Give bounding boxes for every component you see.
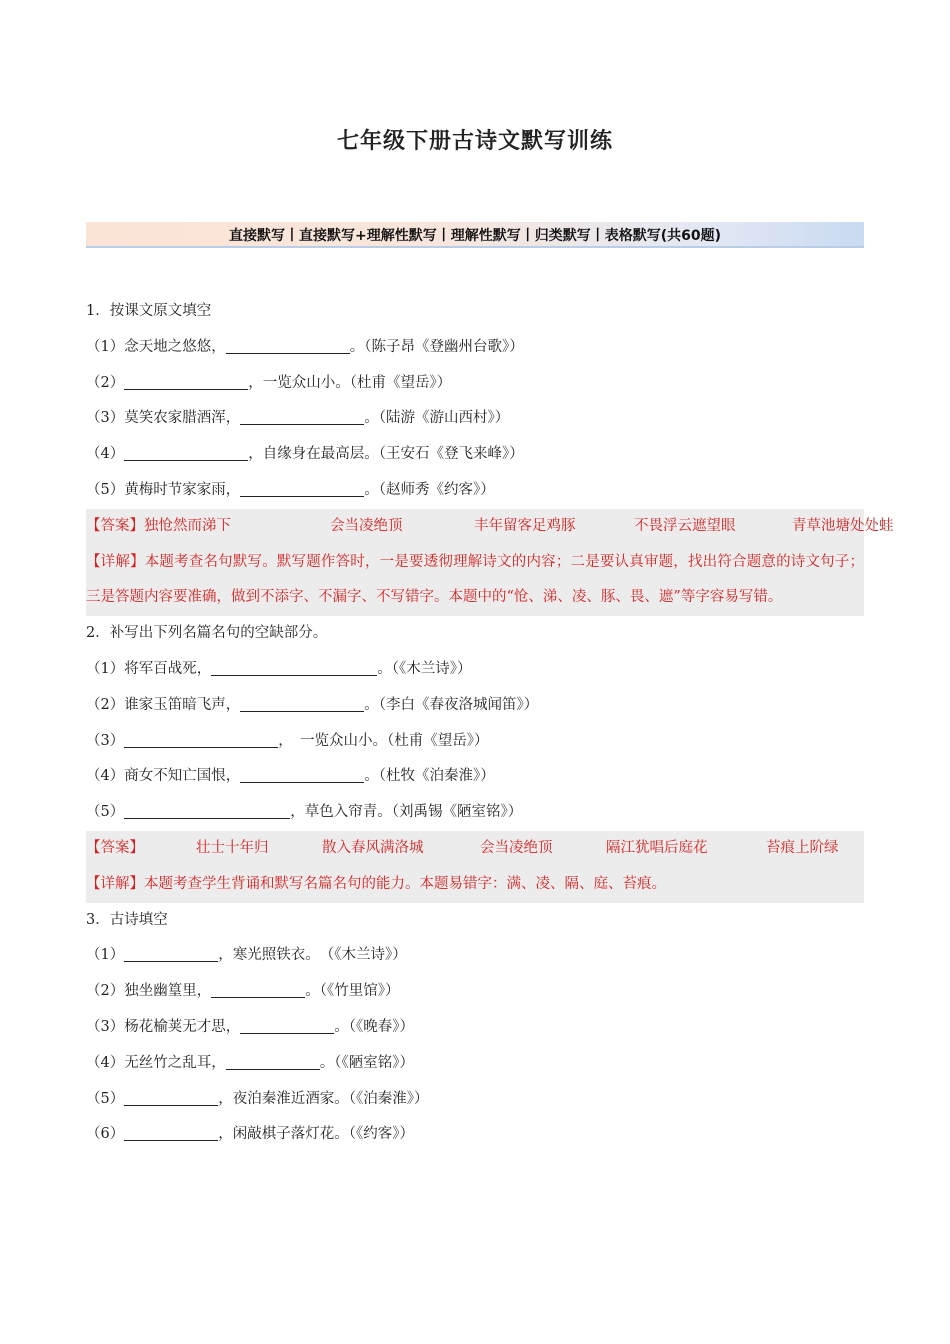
answer-blank[interactable] <box>240 695 364 712</box>
detail-paragraph: 【详解】本题考查名句默写。默写题作答时，一是要透彻理解诗文的内容；二是要认真审题，找出符合题意的诗文句子；三是答题内容要准确，做到不添字、不漏字、不写错字。本题中的“怆、涕、凌、豚、畏、遮”等字容易写错。 <box>86 553 864 606</box>
answer-item: 丰年留客足鸡豚 <box>474 517 576 534</box>
question-item: （2） ，一览众山小。（杜甫《望岳》） <box>86 374 452 391</box>
answer-blank[interactable] <box>240 480 364 497</box>
answer-blank[interactable] <box>211 981 305 998</box>
answer-item: 不畏浮云遮望眼 <box>634 517 736 534</box>
answer-blank[interactable] <box>124 1124 218 1141</box>
answer-tag: 【答案】 <box>86 839 144 856</box>
question-item: （1） ，寒光照铁衣。 （《木兰诗》） <box>86 947 407 964</box>
answer-box <box>86 509 894 616</box>
answer-blank[interactable] <box>211 659 377 676</box>
page-title: 七年级下册古诗文默写训练 <box>336 129 613 154</box>
question-item: （5）黄梅时节家家雨， 。（赵师秀《约客》） <box>86 481 495 498</box>
question-heading: 3．古诗填空 <box>86 911 168 928</box>
answer-blank[interactable] <box>124 444 248 461</box>
answer-blank[interactable] <box>124 731 278 748</box>
answer-box <box>86 831 864 903</box>
answer-blank[interactable] <box>226 337 350 354</box>
question-item: （5） ，夜泊秦淮近酒家。（《泊秦淮》） <box>86 1090 429 1107</box>
question-item: （6） ，闲敲棋子落灯花。（《约客》） <box>86 1126 414 1143</box>
question-item: （4） ，自缘身在最高层。（王安石《登飞来峰》） <box>86 446 524 463</box>
question-item: （2）独坐幽篁里， 。（《竹里馆》） <box>86 983 400 1000</box>
answer-item: 青草池塘处处蛙 <box>792 517 894 534</box>
answer-blank[interactable] <box>226 1053 320 1070</box>
answer-line <box>86 509 894 545</box>
question-heading: 1．按课文原文填空 <box>86 303 212 319</box>
answer-blank[interactable] <box>124 1089 218 1106</box>
question-item: （4）商女不知亡国恨， 。（杜牧《泊秦淮》） <box>86 768 495 785</box>
answer-item: 壮士十年归 <box>196 839 269 856</box>
answer-item: 苔痕上阶绿 <box>766 839 839 856</box>
answer-line <box>86 831 864 867</box>
question-heading: 2．补写出下列名篇名句的空缺部分。 <box>86 625 328 642</box>
question-item: （3）莫笑农家腊酒浑， 。（陆游《游山西村》） <box>86 410 510 427</box>
question-item: （4）无丝竹之乱耳， 。（《陋室铭》） <box>86 1054 414 1071</box>
answer-tag: 【答案】 <box>86 517 144 534</box>
answer-item: 隔江犹唱后庭花 <box>606 839 708 856</box>
answer-item: 散入春风满洛城 <box>322 839 424 856</box>
answer-blank[interactable] <box>124 802 290 819</box>
section-banner <box>86 222 864 248</box>
document-body <box>86 294 894 1153</box>
answer-blank[interactable] <box>240 1017 334 1034</box>
answer-item: 会当凌绝顶 <box>330 517 403 534</box>
question-item: （1）将军百战死， 。（《木兰诗》） <box>86 660 472 677</box>
answer-blank[interactable] <box>124 945 218 962</box>
answer-item: 独怆然而涕下 <box>144 517 231 534</box>
answer-blank[interactable] <box>240 766 364 783</box>
question-item: （3） ， 一览众山小。（杜甫《望岳》） <box>86 732 489 749</box>
question-item: （3）杨花榆荚无才思， 。（《晚春》） <box>86 1018 414 1035</box>
answer-blank[interactable] <box>240 408 364 425</box>
question-item: （5） ，草色入帘青。（刘禹锡《陋室铭》） <box>86 804 523 821</box>
answer-item: 会当凌绝顶 <box>480 839 553 856</box>
question-item: （2）谁家玉笛暗飞声， 。（李白《春夜洛城闻笛》） <box>86 696 539 713</box>
banner-text: 直接默写丨直接默写+理解性默写丨理解性默写丨归类默写丨表格默写(共60题) <box>228 228 721 244</box>
answer-blank[interactable] <box>124 373 248 390</box>
question-item: （1）念天地之悠悠， 。（陈子昂《登幽州台歌》） <box>86 338 524 355</box>
detail-paragraph: 【详解】本题考查学生背诵和默写名篇名句的能力。本题易错字：满、凌、隔、庭、苔痕。 <box>86 875 666 892</box>
